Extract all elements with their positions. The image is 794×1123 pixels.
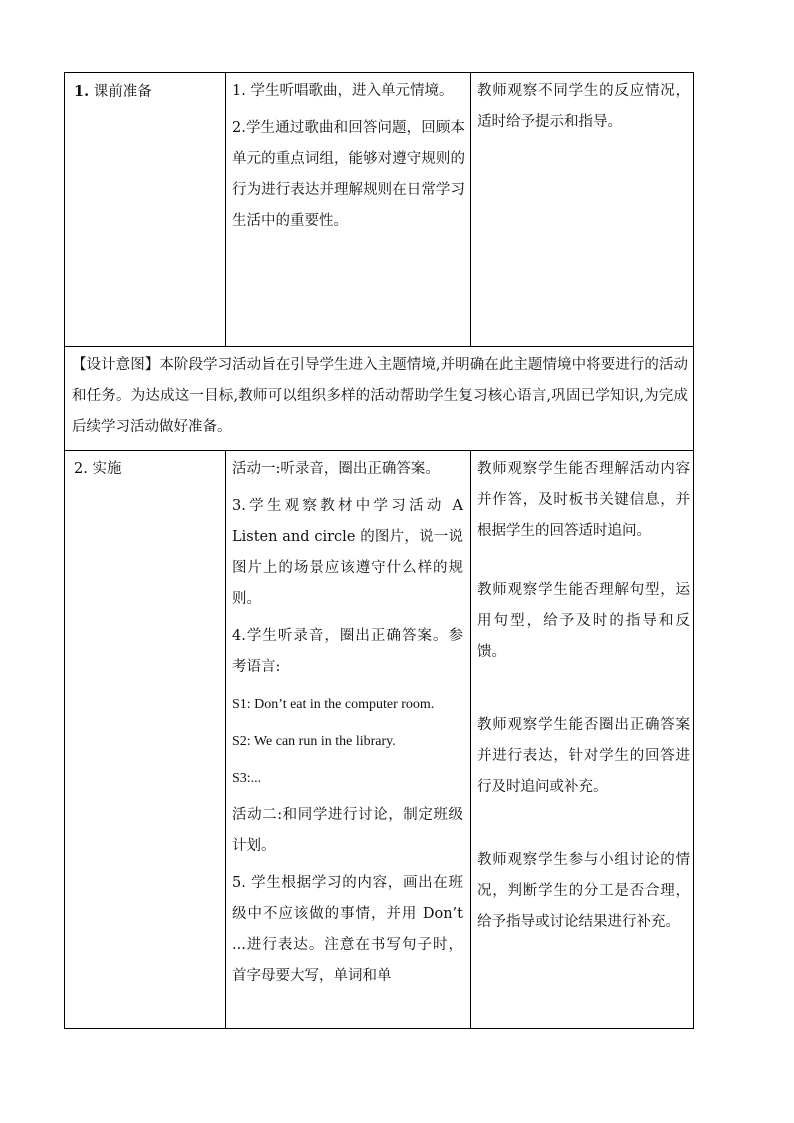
intent-bottom-border (64, 450, 694, 451)
assessment-item: 教师观察学生能否理解活动内容并作答，及时板书关键信息，并根据学生的回答适时追问。 (477, 461, 690, 539)
col-divider-1 (225, 72, 226, 347)
col-divider-2b (470, 450, 471, 1029)
dialogue-line: S3:... (232, 771, 262, 786)
assessment-item: 教师观察不同学生的反应情况，适时给予提示和指导。 (477, 83, 690, 130)
activity-item: 2.学生通过歌曲和回答问题，回顾本单元的重点词组，能够对遵守规则的行为进行表达并理解规则在日常学习生活中的重要性。 (232, 120, 465, 229)
row1-stage-cell (74, 76, 219, 108)
row2-stage-cell (74, 454, 219, 485)
assessment-item: 教师观察学生能否理解句型，运用句型，给予及时的指导和反馈。 (477, 582, 690, 660)
col-divider-2 (470, 72, 471, 347)
activity-item: 4.学生听录音，圈出正确答案。参考语言: (232, 628, 463, 675)
design-intent-text: 【设计意图】本阶段学习活动旨在引导学生进入主题情境,并明确在此主题情境中将要进行的活动和任务。为达成这一目标,教师可以组织多样的活动帮助学生复习核心语言,巩固已学知识,为完成后续学习活动做好准备。 (72, 357, 688, 435)
col-divider-1b (225, 450, 226, 1029)
dialogue-line: S2: We can run in the library. (232, 734, 396, 749)
activity-item: 1. 学生听唱歌曲，进入单元情境。 (232, 83, 454, 99)
row1-assessment-cell (477, 76, 690, 138)
design-intent-cell (72, 350, 688, 443)
table-bottom-border (64, 1028, 694, 1029)
row1-bottom-border (64, 346, 694, 347)
row2-activity-cell (232, 454, 463, 992)
table-left-border (64, 72, 65, 1029)
row2-assessment-cell (477, 454, 690, 938)
stage-label: 2. 实施 (74, 461, 122, 477)
row1-activity-cell (232, 76, 465, 237)
table-right-border (693, 72, 694, 1029)
activity-title: 活动一:听录音，圈出正确答案。 (232, 461, 440, 477)
assessment-item: 教师观察学生能否圈出正确答案并进行表达，针对学生的回答进行及时追问或补充。 (477, 717, 690, 795)
activity-item: 5. 学生根据学习的内容，画出在班级中不应该做的事情，并用 Don’t ...进行表达。注意在书写句子时，首字母要大写，单词和单 (232, 875, 463, 984)
assessment-item: 教师观察学生参与小组讨论的情况，判断学生的分工是否合理，给予指导或讨论结果进行补充。 (477, 852, 690, 930)
activity-item: 3.学生观察教材中学习活动 A Listen and circle 的图片，说一说图片上的场景应该遵守什么样的规则。 (232, 498, 463, 607)
table-top-border (64, 72, 694, 73)
stage-number: 1. (74, 83, 90, 100)
dialogue-line: S1: Don’t eat in the computer room. (232, 697, 435, 712)
stage-label: 课前准备 (93, 84, 152, 100)
activity-title: 活动二:和同学进行讨论，制定班级计划。 (232, 807, 463, 854)
